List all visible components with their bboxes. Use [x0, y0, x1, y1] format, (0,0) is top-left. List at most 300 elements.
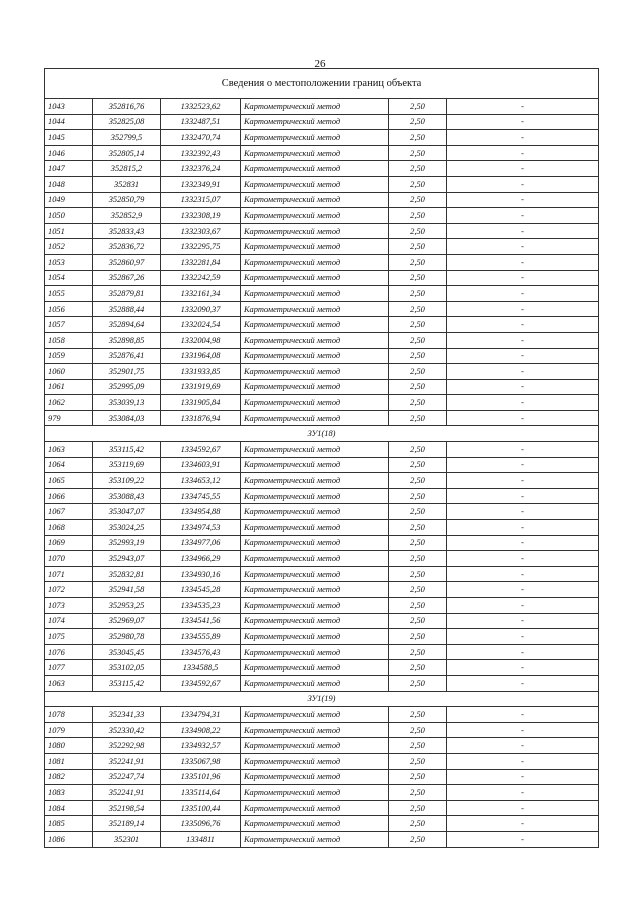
coord-y-cell: 1335067,98 — [161, 753, 241, 769]
method-cell: Картометрический метод — [241, 660, 389, 676]
coord-x-cell: 352241,91 — [93, 753, 161, 769]
method-cell: Картометрический метод — [241, 254, 389, 270]
coord-x-cell: 352993,19 — [93, 535, 161, 551]
table-row — [45, 364, 599, 380]
section-row — [45, 691, 599, 707]
table-row — [45, 239, 599, 255]
description-cell: - — [447, 644, 599, 660]
coord-y-cell: 1334576,43 — [161, 644, 241, 660]
method-cell: Картометрический метод — [241, 379, 389, 395]
precision-cell: 2,50 — [389, 286, 447, 302]
point-number-cell: 1046 — [45, 145, 93, 161]
coord-x-cell: 352852,9 — [93, 208, 161, 224]
description-cell: - — [447, 145, 599, 161]
description-cell: - — [447, 769, 599, 785]
coord-x-cell: 353047,07 — [93, 504, 161, 520]
table-row — [45, 379, 599, 395]
description-cell: - — [447, 223, 599, 239]
point-number-cell: 1065 — [45, 473, 93, 489]
point-number-cell: 1070 — [45, 551, 93, 567]
coord-x-cell: 352980,78 — [93, 629, 161, 645]
precision-cell: 2,50 — [389, 566, 447, 582]
method-cell: Картометрический метод — [241, 332, 389, 348]
precision-cell: 2,50 — [389, 223, 447, 239]
point-number-cell: 1081 — [45, 753, 93, 769]
coord-y-cell: 1332242,59 — [161, 270, 241, 286]
description-cell: - — [447, 800, 599, 816]
description-cell: - — [447, 130, 599, 146]
table-row — [45, 410, 599, 426]
method-cell: Картометрический метод — [241, 176, 389, 192]
precision-cell: 2,50 — [389, 270, 447, 286]
precision-cell: 2,50 — [389, 831, 447, 847]
description-cell: - — [447, 473, 599, 489]
precision-cell: 2,50 — [389, 769, 447, 785]
point-number-cell: 1055 — [45, 286, 93, 302]
coord-y-cell: 1334908,22 — [161, 722, 241, 738]
point-number-cell: 1079 — [45, 722, 93, 738]
coord-x-cell: 352953,25 — [93, 598, 161, 614]
point-number-cell: 1085 — [45, 816, 93, 832]
coord-x-cell: 352815,2 — [93, 161, 161, 177]
precision-cell: 2,50 — [389, 239, 447, 255]
coord-x-cell: 352189,14 — [93, 816, 161, 832]
coord-x-cell: 352995,09 — [93, 379, 161, 395]
coord-x-cell: 353102,05 — [93, 660, 161, 676]
method-cell: Картометрический метод — [241, 582, 389, 598]
point-number-cell: 1078 — [45, 707, 93, 723]
point-number-cell: 1048 — [45, 176, 93, 192]
method-cell: Картометрический метод — [241, 551, 389, 567]
coord-y-cell: 1331905,84 — [161, 395, 241, 411]
table-row — [45, 769, 599, 785]
coord-y-cell: 1331876,94 — [161, 410, 241, 426]
coord-y-cell: 1334794,31 — [161, 707, 241, 723]
coord-x-cell: 353024,25 — [93, 520, 161, 536]
coord-y-cell: 1332090,37 — [161, 301, 241, 317]
section-label: ЗУ1(18) — [45, 426, 599, 442]
coord-y-cell: 1334535,23 — [161, 598, 241, 614]
table-row — [45, 488, 599, 504]
description-cell: - — [447, 442, 599, 458]
method-cell: Картометрический метод — [241, 130, 389, 146]
precision-cell: 2,50 — [389, 520, 447, 536]
table-row — [45, 442, 599, 458]
coord-y-cell: 1334603,91 — [161, 457, 241, 473]
point-number-cell: 1086 — [45, 831, 93, 847]
method-cell: Картометрический метод — [241, 192, 389, 208]
table-row — [45, 722, 599, 738]
point-number-cell: 1053 — [45, 254, 93, 270]
point-number-cell: 1069 — [45, 535, 93, 551]
method-cell: Картометрический метод — [241, 457, 389, 473]
point-number-cell: 1077 — [45, 660, 93, 676]
table-row — [45, 566, 599, 582]
coord-x-cell: 352898,85 — [93, 332, 161, 348]
method-cell: Картометрический метод — [241, 223, 389, 239]
coord-y-cell: 1334974,53 — [161, 520, 241, 536]
table-title: Сведения о местоположении границ объекта — [45, 69, 599, 99]
method-cell: Картометрический метод — [241, 644, 389, 660]
precision-cell: 2,50 — [389, 722, 447, 738]
description-cell: - — [447, 675, 599, 691]
table-row — [45, 785, 599, 801]
description-cell: - — [447, 520, 599, 536]
point-number-cell: 1062 — [45, 395, 93, 411]
point-number-cell: 1044 — [45, 114, 93, 130]
coord-y-cell: 1334588,5 — [161, 660, 241, 676]
precision-cell: 2,50 — [389, 816, 447, 832]
method-cell: Картометрический метод — [241, 675, 389, 691]
coord-y-cell: 1334932,57 — [161, 738, 241, 754]
table-row — [45, 130, 599, 146]
precision-cell: 2,50 — [389, 551, 447, 567]
description-cell: - — [447, 348, 599, 364]
point-number-cell: 1067 — [45, 504, 93, 520]
precision-cell: 2,50 — [389, 114, 447, 130]
table-row — [45, 582, 599, 598]
table-row — [45, 208, 599, 224]
coord-x-cell: 352943,07 — [93, 551, 161, 567]
coord-x-cell: 352241,91 — [93, 785, 161, 801]
description-cell: - — [447, 831, 599, 847]
table-row — [45, 660, 599, 676]
precision-cell: 2,50 — [389, 644, 447, 660]
coord-y-cell: 1332024,54 — [161, 317, 241, 333]
description-cell: - — [447, 332, 599, 348]
description-cell: - — [447, 286, 599, 302]
precision-cell: 2,50 — [389, 145, 447, 161]
description-cell: - — [447, 161, 599, 177]
method-cell: Картометрический метод — [241, 317, 389, 333]
point-number-cell: 1047 — [45, 161, 93, 177]
table-row — [45, 301, 599, 317]
description-cell: - — [447, 488, 599, 504]
coord-y-cell: 1332349,91 — [161, 176, 241, 192]
table-row — [45, 473, 599, 489]
description-cell: - — [447, 239, 599, 255]
point-number-cell: 1052 — [45, 239, 93, 255]
coord-x-cell: 352825,08 — [93, 114, 161, 130]
boundary-table — [44, 68, 599, 848]
precision-cell: 2,50 — [389, 364, 447, 380]
description-cell: - — [447, 270, 599, 286]
table-row — [45, 753, 599, 769]
point-number-cell: 1058 — [45, 332, 93, 348]
table-row — [45, 831, 599, 847]
point-number-cell: 1072 — [45, 582, 93, 598]
coord-y-cell: 1334592,67 — [161, 675, 241, 691]
point-number-cell: 1082 — [45, 769, 93, 785]
description-cell: - — [447, 301, 599, 317]
coord-y-cell: 1334545,28 — [161, 582, 241, 598]
precision-cell: 2,50 — [389, 598, 447, 614]
coord-y-cell: 1332161,34 — [161, 286, 241, 302]
precision-cell: 2,50 — [389, 488, 447, 504]
precision-cell: 2,50 — [389, 738, 447, 754]
point-number-cell: 1045 — [45, 130, 93, 146]
precision-cell: 2,50 — [389, 613, 447, 629]
precision-cell: 2,50 — [389, 99, 447, 115]
coord-y-cell: 1332295,75 — [161, 239, 241, 255]
table-row — [45, 161, 599, 177]
coord-y-cell: 1332392,43 — [161, 145, 241, 161]
precision-cell: 2,50 — [389, 348, 447, 364]
method-cell: Картометрический метод — [241, 114, 389, 130]
coord-x-cell: 352836,72 — [93, 239, 161, 255]
coord-y-cell: 1331964,08 — [161, 348, 241, 364]
section-label: ЗУ1(19) — [45, 691, 599, 707]
coord-x-cell: 352941,58 — [93, 582, 161, 598]
coord-x-cell: 353088,43 — [93, 488, 161, 504]
point-number-cell: 1074 — [45, 613, 93, 629]
method-cell: Картометрический метод — [241, 161, 389, 177]
coord-x-cell: 353084,03 — [93, 410, 161, 426]
precision-cell: 2,50 — [389, 176, 447, 192]
precision-cell: 2,50 — [389, 301, 447, 317]
point-number-cell: 1071 — [45, 566, 93, 582]
method-cell: Картометрический метод — [241, 410, 389, 426]
coord-y-cell: 1335114,64 — [161, 785, 241, 801]
description-cell: - — [447, 395, 599, 411]
coord-x-cell: 353119,69 — [93, 457, 161, 473]
precision-cell: 2,50 — [389, 254, 447, 270]
method-cell: Картометрический метод — [241, 769, 389, 785]
point-number-cell: 1068 — [45, 520, 93, 536]
table-row — [45, 223, 599, 239]
precision-cell: 2,50 — [389, 130, 447, 146]
point-number-cell: 1083 — [45, 785, 93, 801]
method-cell: Картометрический метод — [241, 520, 389, 536]
description-cell: - — [447, 176, 599, 192]
method-cell: Картометрический метод — [241, 442, 389, 458]
method-cell: Картометрический метод — [241, 395, 389, 411]
point-number-cell: 1063 — [45, 442, 93, 458]
point-number-cell: 1057 — [45, 317, 93, 333]
precision-cell: 2,50 — [389, 535, 447, 551]
precision-cell: 2,50 — [389, 161, 447, 177]
table-row — [45, 816, 599, 832]
precision-cell: 2,50 — [389, 332, 447, 348]
coord-x-cell: 352247,74 — [93, 769, 161, 785]
coord-y-cell: 1331933,85 — [161, 364, 241, 380]
precision-cell: 2,50 — [389, 675, 447, 691]
table-row — [45, 535, 599, 551]
description-cell: - — [447, 598, 599, 614]
coord-y-cell: 1332308,19 — [161, 208, 241, 224]
point-number-cell: 1073 — [45, 598, 93, 614]
table-row — [45, 348, 599, 364]
coord-x-cell: 352876,41 — [93, 348, 161, 364]
coord-y-cell: 1334653,12 — [161, 473, 241, 489]
table-row — [45, 286, 599, 302]
coord-x-cell: 352901,75 — [93, 364, 161, 380]
coord-y-cell: 1334930,16 — [161, 566, 241, 582]
precision-cell: 2,50 — [389, 660, 447, 676]
description-cell: - — [447, 535, 599, 551]
precision-cell: 2,50 — [389, 629, 447, 645]
table-row — [45, 613, 599, 629]
description-cell: - — [447, 379, 599, 395]
coord-x-cell: 352894,64 — [93, 317, 161, 333]
coord-x-cell: 353109,22 — [93, 473, 161, 489]
description-cell: - — [447, 816, 599, 832]
method-cell: Картометрический метод — [241, 270, 389, 286]
section-row — [45, 426, 599, 442]
description-cell: - — [447, 504, 599, 520]
method-cell: Картометрический метод — [241, 707, 389, 723]
table-row — [45, 738, 599, 754]
point-number-cell: 1080 — [45, 738, 93, 754]
precision-cell: 2,50 — [389, 504, 447, 520]
method-cell: Картометрический метод — [241, 753, 389, 769]
precision-cell: 2,50 — [389, 473, 447, 489]
coord-y-cell: 1334555,89 — [161, 629, 241, 645]
precision-cell: 2,50 — [389, 317, 447, 333]
table-row — [45, 800, 599, 816]
coord-x-cell: 353045,45 — [93, 644, 161, 660]
coord-y-cell: 1334977,06 — [161, 535, 241, 551]
precision-cell: 2,50 — [389, 379, 447, 395]
method-cell: Картометрический метод — [241, 488, 389, 504]
coord-y-cell: 1334811 — [161, 831, 241, 847]
coord-x-cell: 352850,79 — [93, 192, 161, 208]
point-number-cell: 1049 — [45, 192, 93, 208]
precision-cell: 2,50 — [389, 457, 447, 473]
coord-x-cell: 352860,97 — [93, 254, 161, 270]
precision-cell: 2,50 — [389, 753, 447, 769]
point-number-cell: 1076 — [45, 644, 93, 660]
description-cell: - — [447, 582, 599, 598]
method-cell: Картометрический метод — [241, 800, 389, 816]
precision-cell: 2,50 — [389, 442, 447, 458]
description-cell: - — [447, 707, 599, 723]
table-row — [45, 332, 599, 348]
table-row — [45, 395, 599, 411]
table-row — [45, 145, 599, 161]
precision-cell: 2,50 — [389, 395, 447, 411]
table-row — [45, 457, 599, 473]
method-cell: Картометрический метод — [241, 629, 389, 645]
point-number-cell: 1063 — [45, 675, 93, 691]
table-row — [45, 551, 599, 567]
coord-x-cell: 353115,42 — [93, 442, 161, 458]
precision-cell: 2,50 — [389, 800, 447, 816]
method-cell: Картометрический метод — [241, 208, 389, 224]
coord-x-cell: 352198,54 — [93, 800, 161, 816]
method-cell: Картометрический метод — [241, 738, 389, 754]
point-number-cell: 1066 — [45, 488, 93, 504]
point-number-cell: 1051 — [45, 223, 93, 239]
table-row — [45, 520, 599, 536]
table-row — [45, 675, 599, 691]
coord-x-cell: 352816,76 — [93, 99, 161, 115]
description-cell: - — [447, 613, 599, 629]
description-cell: - — [447, 114, 599, 130]
description-cell: - — [447, 208, 599, 224]
description-cell: - — [447, 254, 599, 270]
point-number-cell: 1061 — [45, 379, 93, 395]
precision-cell: 2,50 — [389, 192, 447, 208]
method-cell: Картометрический метод — [241, 301, 389, 317]
method-cell: Картометрический метод — [241, 239, 389, 255]
table-row — [45, 192, 599, 208]
coord-y-cell: 1334966,29 — [161, 551, 241, 567]
coord-x-cell: 352833,43 — [93, 223, 161, 239]
table-row — [45, 99, 599, 115]
coord-y-cell: 1332470,74 — [161, 130, 241, 146]
table-row — [45, 598, 599, 614]
coord-y-cell: 1331919,69 — [161, 379, 241, 395]
coord-x-cell: 352292,98 — [93, 738, 161, 754]
method-cell: Картометрический метод — [241, 598, 389, 614]
description-cell: - — [447, 722, 599, 738]
method-cell: Картометрический метод — [241, 566, 389, 582]
description-cell: - — [447, 457, 599, 473]
method-cell: Картометрический метод — [241, 364, 389, 380]
table-row — [45, 629, 599, 645]
coord-y-cell: 1335096,76 — [161, 816, 241, 832]
coord-y-cell: 1332376,24 — [161, 161, 241, 177]
coord-y-cell: 1334541,56 — [161, 613, 241, 629]
point-number-cell: 1060 — [45, 364, 93, 380]
coord-y-cell: 1334954,88 — [161, 504, 241, 520]
method-cell: Картометрический метод — [241, 722, 389, 738]
coord-y-cell: 1332004,98 — [161, 332, 241, 348]
coord-x-cell: 352879,81 — [93, 286, 161, 302]
coord-x-cell: 352832,81 — [93, 566, 161, 582]
coord-x-cell: 352831 — [93, 176, 161, 192]
point-number-cell: 1054 — [45, 270, 93, 286]
description-cell: - — [447, 629, 599, 645]
method-cell: Картометрический метод — [241, 473, 389, 489]
coord-y-cell: 1332523,62 — [161, 99, 241, 115]
method-cell: Картометрический метод — [241, 348, 389, 364]
description-cell: - — [447, 192, 599, 208]
page-number: 26 — [314, 58, 326, 70]
description-cell: - — [447, 753, 599, 769]
point-number-cell: 979 — [45, 410, 93, 426]
coord-x-cell: 352799,5 — [93, 130, 161, 146]
description-cell: - — [447, 785, 599, 801]
table-row — [45, 317, 599, 333]
coord-y-cell: 1335101,96 — [161, 769, 241, 785]
coord-x-cell: 352805,14 — [93, 145, 161, 161]
description-cell: - — [447, 410, 599, 426]
precision-cell: 2,50 — [389, 410, 447, 426]
coord-y-cell: 1332315,07 — [161, 192, 241, 208]
point-number-cell: 1084 — [45, 800, 93, 816]
coord-y-cell: 1335100,44 — [161, 800, 241, 816]
coord-y-cell: 1334592,67 — [161, 442, 241, 458]
description-cell: - — [447, 566, 599, 582]
table-row — [45, 176, 599, 192]
description-cell: - — [447, 660, 599, 676]
point-number-cell: 1056 — [45, 301, 93, 317]
method-cell: Картометрический метод — [241, 535, 389, 551]
method-cell: Картометрический метод — [241, 504, 389, 520]
table-row — [45, 644, 599, 660]
precision-cell: 2,50 — [389, 707, 447, 723]
table-row — [45, 254, 599, 270]
method-cell: Картометрический метод — [241, 785, 389, 801]
point-number-cell: 1043 — [45, 99, 93, 115]
coord-x-cell: 352330,42 — [93, 722, 161, 738]
description-cell: - — [447, 317, 599, 333]
method-cell: Картометрический метод — [241, 816, 389, 832]
precision-cell: 2,50 — [389, 582, 447, 598]
coord-y-cell: 1332303,67 — [161, 223, 241, 239]
